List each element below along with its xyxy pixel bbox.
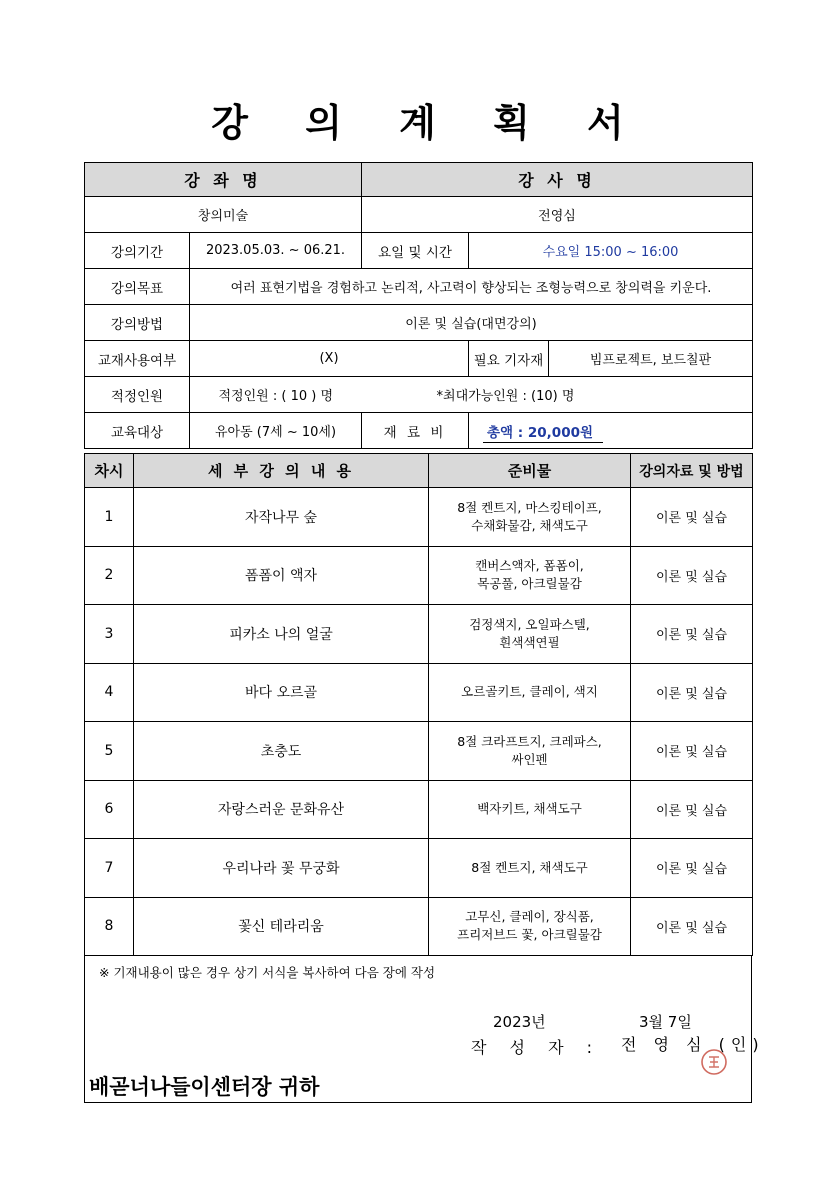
lesson-method: 이론 및 실습 [631, 722, 753, 781]
material-fee-value: 총액 : 20,000원 [483, 425, 603, 443]
session-number: 2 [85, 546, 134, 605]
method-value: 이론 및 실습(대면강의) [190, 305, 753, 341]
lesson-content: 자작나무 숲 [134, 488, 429, 547]
document-title: 강 의 계 획 서 [211, 101, 646, 145]
course-info-table [84, 162, 753, 449]
table-row [85, 605, 753, 664]
lesson-content: 우리나라 꽃 무궁화 [134, 839, 429, 898]
table-row [85, 897, 753, 956]
textbook-value: (X) [190, 341, 469, 377]
lesson-method: 이론 및 실습 [631, 897, 753, 956]
table-row [85, 722, 753, 781]
equipment-label: 필요 기자재 [469, 341, 549, 377]
preparation: 고무신, 클레이, 장식품, 프리저브드 꽃, 아크릴물감 [429, 897, 631, 956]
method-header: 강의자료 및 방법 [631, 454, 753, 488]
period-label: 강의기간 [85, 233, 190, 269]
lesson-method: 이론 및 실습 [631, 663, 753, 722]
table-row [85, 780, 753, 839]
addressee: 배곧너나들이센터장 귀하 [89, 1075, 320, 1099]
target-value: 유아동 (7세 ~ 10세) [190, 413, 362, 449]
session-number: 6 [85, 780, 134, 839]
content-header: 세 부 강 의 내 용 [134, 454, 429, 488]
session-number: 5 [85, 722, 134, 781]
preparation: 8절 크라프트지, 크레파스, 싸인펜 [429, 722, 631, 781]
instructor-name-header: 강 사 명 [362, 163, 753, 197]
day-time-value: 수요일 15:00 ~ 16:00 [469, 233, 753, 269]
instructor-name: 전영심 [362, 197, 753, 233]
session-number: 3 [85, 605, 134, 664]
table-row [85, 488, 753, 547]
capacity-value: 적정인원 : ( 10 ) 명 [190, 377, 362, 413]
capacity-label: 적정인원 [85, 377, 190, 413]
writer-name: 전 영 심 (인) [621, 1035, 765, 1054]
preparation: 백자키트, 채색도구 [429, 780, 631, 839]
lesson-content: 피카소 나의 얼굴 [134, 605, 429, 664]
table-row [85, 663, 753, 722]
goal-label: 강의목표 [85, 269, 190, 305]
seal-stamp-icon [699, 1047, 729, 1077]
lesson-detail-table [84, 453, 753, 956]
write-month-day: 3월 7일 [639, 1013, 692, 1031]
material-fee-label: 재 료 비 [362, 413, 469, 449]
session-number: 8 [85, 897, 134, 956]
equipment-value: 빔프로젝트, 보드칠판 [549, 341, 753, 377]
lesson-content: 바다 오르골 [134, 663, 429, 722]
target-label: 교육대상 [85, 413, 190, 449]
day-time-label: 요일 및 시간 [362, 233, 469, 269]
lesson-method: 이론 및 실습 [631, 546, 753, 605]
course-name: 창의미술 [85, 197, 362, 233]
material-fee-cell [469, 413, 753, 449]
session-header: 차시 [85, 454, 134, 488]
lesson-method: 이론 및 실습 [631, 839, 753, 898]
lesson-content: 꽃신 테라리움 [134, 897, 429, 956]
preparation: 8절 켄트지, 채색도구 [429, 839, 631, 898]
lesson-method: 이론 및 실습 [631, 605, 753, 664]
write-date [493, 1011, 692, 1032]
preparation: 8절 켄트지, 마스킹테이프, 수채화물감, 채색도구 [429, 488, 631, 547]
session-number: 1 [85, 488, 134, 547]
lesson-method: 이론 및 실습 [631, 488, 753, 547]
method-label: 강의방법 [85, 305, 190, 341]
period-value: 2023.05.03. ~ 06.21. [190, 233, 362, 269]
preparation-header: 준비물 [429, 454, 631, 488]
session-number: 4 [85, 663, 134, 722]
writer-label: 작 성 자 : [471, 1038, 602, 1057]
goal-value: 여러 표현기법을 경험하고 논리적, 사고력이 향상되는 조형능력으로 창의력을 키운다. [190, 269, 753, 305]
lesson-content: 폼폼이 액자 [134, 546, 429, 605]
textbook-label: 교재사용여부 [85, 341, 190, 377]
preparation: 캔버스액자, 폼폼이, 목공풀, 아크릴물감 [429, 546, 631, 605]
preparation: 오르골키트, 클레이, 색지 [429, 663, 631, 722]
lesson-method: 이론 및 실습 [631, 780, 753, 839]
signature-section [84, 955, 765, 1103]
lesson-content: 초충도 [134, 722, 429, 781]
footnote: ※ 기재내용이 많은 경우 상기 서식을 복사하여 다음 장에 작성 [99, 965, 436, 980]
preparation: 검정색지, 오일파스텔, 흰색색연필 [429, 605, 631, 664]
session-number: 7 [85, 839, 134, 898]
max-capacity-value: *최대가능인원 : (10) 명 [362, 377, 753, 413]
course-name-header: 강 좌 명 [85, 163, 362, 197]
table-row [85, 839, 753, 898]
write-year: 2023년 [493, 1013, 546, 1031]
table-row [85, 546, 753, 605]
lesson-content: 자랑스러운 문화유산 [134, 780, 429, 839]
